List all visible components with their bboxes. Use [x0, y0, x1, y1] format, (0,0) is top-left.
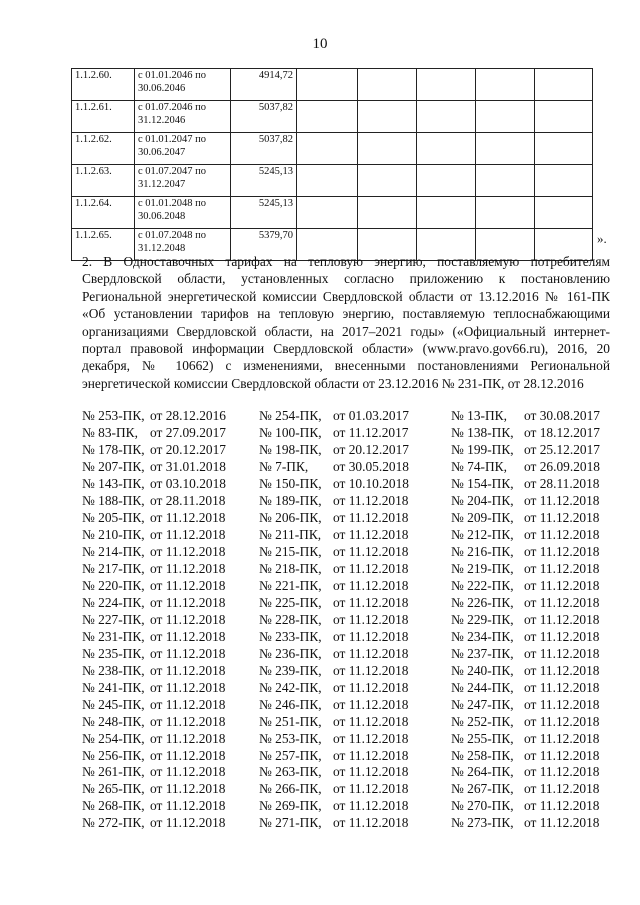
decree-row [82, 679, 612, 696]
decree-row [82, 510, 612, 527]
decree-number: № 251-ПК, [259, 713, 322, 729]
decree-row [82, 747, 612, 764]
decree-row [82, 493, 612, 510]
decree-number: № 238-ПК, [82, 662, 145, 678]
decree-number: № 246-ПК, [259, 696, 322, 712]
tariff-empty-cell [476, 101, 535, 133]
decree-number: № 229-ПК, [451, 611, 514, 627]
tariff-code: 1.1.2.62. [72, 133, 135, 165]
decree-date: от 11.12.2018 [524, 798, 600, 814]
decree-row [82, 611, 612, 628]
decree-number: № 242-ПК, [259, 679, 322, 695]
decree-date: от 11.12.2018 [150, 798, 226, 814]
decree-row [82, 815, 612, 832]
decree-number: № 253-ПК, [259, 730, 322, 746]
decree-date: от 28.11.2018 [524, 476, 600, 492]
decree-date: от 11.12.2018 [150, 594, 226, 610]
decree-number: № 252-ПК, [451, 713, 514, 729]
decree-date: от 11.12.2018 [333, 510, 409, 526]
decree-row [82, 476, 612, 493]
decree-date: от 11.12.2018 [524, 730, 600, 746]
decree-row [82, 662, 612, 679]
decree-number: № 227-ПК, [82, 611, 145, 627]
decree-number: № 74-ПК, [451, 459, 507, 475]
decree-number: № 214-ПК, [82, 544, 145, 560]
decree-date: от 20.12.2017 [150, 442, 226, 458]
decree-number: № 261-ПК, [82, 764, 145, 780]
decree-number: № 178-ПК, [82, 442, 145, 458]
decree-number: № 154-ПК, [451, 476, 514, 492]
decree-date: от 11.12.2018 [524, 578, 600, 593]
decree-number: № 217-ПК, [82, 561, 145, 577]
decree-date: от 11.12.2018 [150, 611, 226, 627]
tariff-row [72, 101, 593, 133]
page-number: 10 [312, 36, 328, 52]
tariff-empty-cell [417, 133, 476, 165]
decree-date: от 11.12.2018 [333, 578, 409, 593]
decree-date: от 11.12.2018 [150, 527, 226, 543]
tariff-empty-cell [358, 133, 417, 165]
decree-number: № 257-ПК, [259, 747, 322, 763]
decree-date: от 11.12.2018 [333, 781, 409, 797]
decree-date: от 11.12.2018 [150, 578, 226, 593]
decree-number: № 219-ПК, [451, 561, 514, 577]
decree-date: от 11.12.2018 [524, 527, 600, 543]
decree-number: № 83-ПК, [82, 425, 138, 441]
decree-row [82, 408, 612, 425]
decree-date: от 11.12.2018 [524, 594, 600, 610]
decree-number: № 215-ПК, [259, 544, 322, 560]
decree-date: от 11.12.2018 [524, 764, 600, 780]
tariff-empty-cell [535, 197, 593, 229]
decree-date: от 11.12.2018 [333, 764, 409, 780]
decree-date: от 11.12.2018 [524, 510, 600, 526]
tariff-empty-cell [358, 101, 417, 133]
decree-date: от 25.12.2017 [524, 442, 600, 458]
decree-date: от 30.05.2018 [333, 459, 409, 475]
decree-number: № 226-ПК, [451, 594, 514, 610]
tariff-value: 5379,70 [231, 229, 297, 261]
decree-number: № 138-ПК, [451, 425, 514, 441]
tariff-empty-cell [358, 197, 417, 229]
decree-number: № 254-ПК, [82, 730, 145, 746]
decree-number: № 267-ПК, [451, 781, 514, 797]
decree-number: № 189-ПК, [259, 493, 322, 509]
decree-number: № 220-ПК, [82, 578, 145, 593]
tariff-value: 5245,13 [231, 165, 297, 197]
tariff-empty-cell [297, 69, 358, 101]
decree-number: № 247-ПК, [451, 696, 514, 712]
decree-date: от 11.12.2018 [333, 662, 409, 678]
decree-number: № 236-ПК, [259, 645, 322, 661]
decree-number: № 234-ПК, [451, 628, 514, 644]
tariff-empty-cell [476, 165, 535, 197]
decree-row [82, 442, 612, 459]
decree-row [82, 425, 612, 442]
decree-number: № 198-ПК, [259, 442, 322, 458]
tariff-empty-cell [417, 165, 476, 197]
tariff-empty-cell [297, 101, 358, 133]
decree-date: от 11.12.2018 [524, 815, 600, 831]
tariff-period: с 01.01.2046 по 30.06.2046 [135, 69, 231, 101]
decree-date: от 11.12.2018 [150, 815, 226, 831]
decree-number: № 210-ПК, [82, 527, 145, 543]
decree-date: от 11.12.2018 [333, 628, 409, 644]
tariff-empty-cell [297, 197, 358, 229]
decree-number: № 225-ПК, [259, 594, 322, 610]
decree-date: от 11.12.2018 [524, 679, 600, 695]
decree-number: № 258-ПК, [451, 747, 514, 763]
decree-date: от 11.12.2018 [150, 510, 226, 526]
decree-date: от 11.12.2018 [150, 662, 226, 678]
decree-number: № 266-ПК, [259, 781, 322, 797]
decree-date: от 11.12.2018 [524, 662, 600, 678]
decree-date: от 11.12.2018 [333, 798, 409, 814]
decree-number: № 222-ПК, [451, 578, 514, 593]
decree-date: от 11.12.2018 [524, 696, 600, 712]
tariff-empty-cell [358, 165, 417, 197]
decree-number: № 13-ПК, [451, 408, 507, 424]
tariff-empty-cell [417, 197, 476, 229]
decree-number: № 7-ПК, [259, 459, 309, 475]
decree-row [82, 645, 612, 662]
decree-date: от 11.12.2018 [150, 679, 226, 695]
decree-date: от 11.12.2018 [333, 679, 409, 695]
decree-row [82, 628, 612, 645]
tariff-empty-cell [535, 101, 593, 133]
tariff-empty-cell [417, 101, 476, 133]
decree-number: № 206-ПК, [259, 510, 322, 526]
tariff-row [72, 69, 593, 101]
decree-date: от 11.12.2018 [333, 747, 409, 763]
decree-number: № 248-ПК, [82, 713, 145, 729]
decree-number: № 100-ПК, [259, 425, 322, 441]
decree-date: от 28.11.2018 [150, 493, 226, 509]
decree-date: от 20.12.2017 [333, 442, 409, 458]
closing-quote: ». [597, 231, 607, 246]
decree-date: от 11.12.2018 [524, 645, 600, 661]
decree-number: № 150-ПК, [259, 476, 322, 492]
decree-date: от 11.12.2018 [333, 544, 409, 560]
decree-date: от 11.12.2017 [333, 425, 409, 441]
tariff-value: 5037,82 [231, 133, 297, 165]
decree-row [82, 730, 612, 747]
decree-row [82, 764, 612, 781]
decree-date: от 11.12.2018 [524, 544, 600, 560]
decree-date: от 11.12.2018 [524, 713, 600, 729]
decree-number: № 211-ПК, [259, 527, 322, 543]
decree-number: № 235-ПК, [82, 645, 145, 661]
decree-number: № 253-ПК, [82, 408, 145, 424]
decree-number: № 237-ПК, [451, 645, 514, 661]
decree-number: № 204-ПК, [451, 493, 514, 509]
decree-number: № 244-ПК, [451, 679, 514, 695]
decree-number: № 245-ПК, [82, 696, 145, 712]
decree-date: от 18.12.2017 [524, 425, 600, 441]
tariff-table [71, 68, 593, 261]
decree-date: от 30.08.2017 [524, 408, 600, 424]
decree-row [82, 578, 612, 595]
decree-number: № 207-ПК, [82, 459, 145, 475]
decree-number: № 218-ПК, [259, 561, 322, 577]
tariff-empty-cell [476, 133, 535, 165]
decree-number: № 233-ПК, [259, 628, 322, 644]
tariff-empty-cell [535, 133, 593, 165]
decree-date: от 11.12.2018 [150, 696, 226, 712]
decree-number: № 212-ПК, [451, 527, 514, 543]
tariff-code: 1.1.2.63. [72, 165, 135, 197]
decree-number: № 241-ПК, [82, 679, 145, 695]
decree-number: № 228-ПК, [259, 611, 322, 627]
decree-number: № 199-ПК, [451, 442, 514, 458]
tariff-empty-cell [297, 133, 358, 165]
tariff-empty-cell [535, 69, 593, 101]
paragraph-lead-text: 2. В Одноставочных тарифах на тепловую энергию, поставляемую потребителям Свердловской области, установленных согласно приложению к постановлению Региональной энергетической комиссии Свердловской области от 13.12.2016 № 161-ПК «Об установлении тарифов на тепловую энергию, поставляемую теплоснабжающими организациями Свердловской области, на 2017–2021 годы» («Официальный интернет-портал правовой информации Свердловской области» (www.pravo.gov66.ru), 2016, 20 декабря, № 10662) с изменениями, внесенными постановлениями Региональной энергетической комиссии Свердловской области от 23.12.2016 № 231-ПК, от 28.12.2016 [82, 254, 610, 391]
decree-date: от 11.12.2018 [524, 611, 600, 627]
decree-date: от 11.12.2018 [333, 645, 409, 661]
decree-date: от 11.12.2018 [333, 594, 409, 610]
decree-date: от 11.12.2018 [524, 561, 600, 577]
decree-row [82, 561, 612, 578]
decree-number: № 254-ПК, [259, 408, 322, 424]
decree-row [82, 544, 612, 561]
decree-number: № 224-ПК, [82, 594, 145, 610]
decree-number: № 256-ПК, [82, 747, 145, 763]
decree-date: от 01.03.2017 [333, 408, 409, 424]
paragraph-2 [82, 253, 610, 392]
decree-number: № 272-ПК, [82, 815, 145, 831]
decree-date: от 11.12.2018 [150, 544, 226, 560]
tariff-empty-cell [476, 69, 535, 101]
decree-date: от 11.12.2018 [150, 730, 226, 746]
decree-date: от 10.10.2018 [333, 476, 409, 492]
decree-date: от 31.01.2018 [150, 459, 226, 475]
tariff-period: с 01.01.2047 по 30.06.2047 [135, 133, 231, 165]
tariff-period: с 01.07.2047 по 31.12.2047 [135, 165, 231, 197]
decree-date: от 11.12.2018 [150, 645, 226, 661]
decree-number: № 209-ПК, [451, 510, 514, 526]
decree-date: от 11.12.2018 [333, 527, 409, 543]
decree-number: № 188-ПК, [82, 493, 145, 509]
tariff-empty-cell [535, 165, 593, 197]
decree-date: от 11.12.2018 [150, 713, 226, 729]
decree-number: № 271-ПК, [259, 815, 322, 831]
tariff-code: 1.1.2.64. [72, 197, 135, 229]
decree-date: от 11.12.2018 [524, 493, 600, 509]
tariff-empty-cell [476, 197, 535, 229]
decree-date: от 11.12.2018 [333, 815, 409, 831]
decree-number: № 270-ПК, [451, 798, 514, 814]
tariff-row [72, 165, 593, 197]
decree-date: от 03.10.2018 [150, 476, 226, 492]
decree-number: № 265-ПК, [82, 781, 145, 797]
decree-date: от 11.12.2018 [333, 611, 409, 627]
decree-number: № 268-ПК, [82, 798, 145, 814]
tariff-empty-cell [358, 69, 417, 101]
decree-number: № 239-ПК, [259, 662, 322, 678]
decree-date: от 28.12.2016 [150, 408, 226, 424]
decree-date: от 11.12.2018 [150, 561, 226, 577]
decree-date: от 11.12.2018 [333, 561, 409, 577]
decree-date: от 11.12.2018 [150, 781, 226, 797]
decree-number: № 216-ПК, [451, 544, 514, 560]
tariff-empty-cell [417, 69, 476, 101]
decree-date: от 11.12.2018 [333, 730, 409, 746]
tariff-period: с 01.01.2048 по 30.06.2048 [135, 197, 231, 229]
decree-number: № 269-ПК, [259, 798, 322, 814]
tariff-value: 5037,82 [231, 101, 297, 133]
tariff-empty-cell [297, 165, 358, 197]
decree-date: от 27.09.2017 [150, 425, 226, 441]
decree-row [82, 696, 612, 713]
decree-row [82, 594, 612, 611]
decree-date: от 11.12.2018 [524, 781, 600, 797]
decree-number: № 240-ПК, [451, 662, 514, 678]
tariff-code: 1.1.2.65. [72, 229, 135, 261]
decree-number: № 205-ПК, [82, 510, 145, 526]
tariff-code: 1.1.2.60. [72, 69, 135, 101]
decree-date: от 11.12.2018 [150, 747, 226, 763]
decree-date: от 26.09.2018 [524, 459, 600, 475]
decree-date: от 11.12.2018 [524, 628, 600, 644]
decree-number: № 143-ПК, [82, 476, 145, 492]
decree-date: от 11.12.2018 [333, 696, 409, 712]
tariff-period: с 01.07.2046 по 31.12.2046 [135, 101, 231, 133]
decree-date: от 11.12.2018 [150, 628, 226, 644]
decree-row [82, 781, 612, 798]
tariff-value: 4914,72 [231, 69, 297, 101]
tariff-period: с 01.07.2048 по 31.12.2048 [135, 229, 231, 261]
tariff-row [72, 133, 593, 165]
decree-number: № 255-ПК, [451, 730, 514, 746]
tariff-row [72, 197, 593, 229]
tariff-code: 1.1.2.61. [72, 101, 135, 133]
decree-row [82, 459, 612, 476]
decree-number: № 231-ПК, [82, 628, 145, 644]
decree-number: № 273-ПК, [451, 815, 514, 831]
decree-date: от 11.12.2018 [524, 747, 600, 763]
decree-row [82, 527, 612, 544]
decree-number: № 263-ПК, [259, 764, 322, 780]
decree-number: № 221-ПК, [259, 578, 322, 593]
decree-date: от 11.12.2018 [150, 764, 226, 780]
decree-list [82, 408, 612, 832]
decree-row [82, 713, 612, 730]
decree-date: от 11.12.2018 [333, 713, 409, 729]
decree-row [82, 798, 612, 815]
tariff-value: 5245,13 [231, 197, 297, 229]
decree-number: № 264-ПК, [451, 764, 514, 780]
decree-date: от 11.12.2018 [333, 493, 409, 509]
